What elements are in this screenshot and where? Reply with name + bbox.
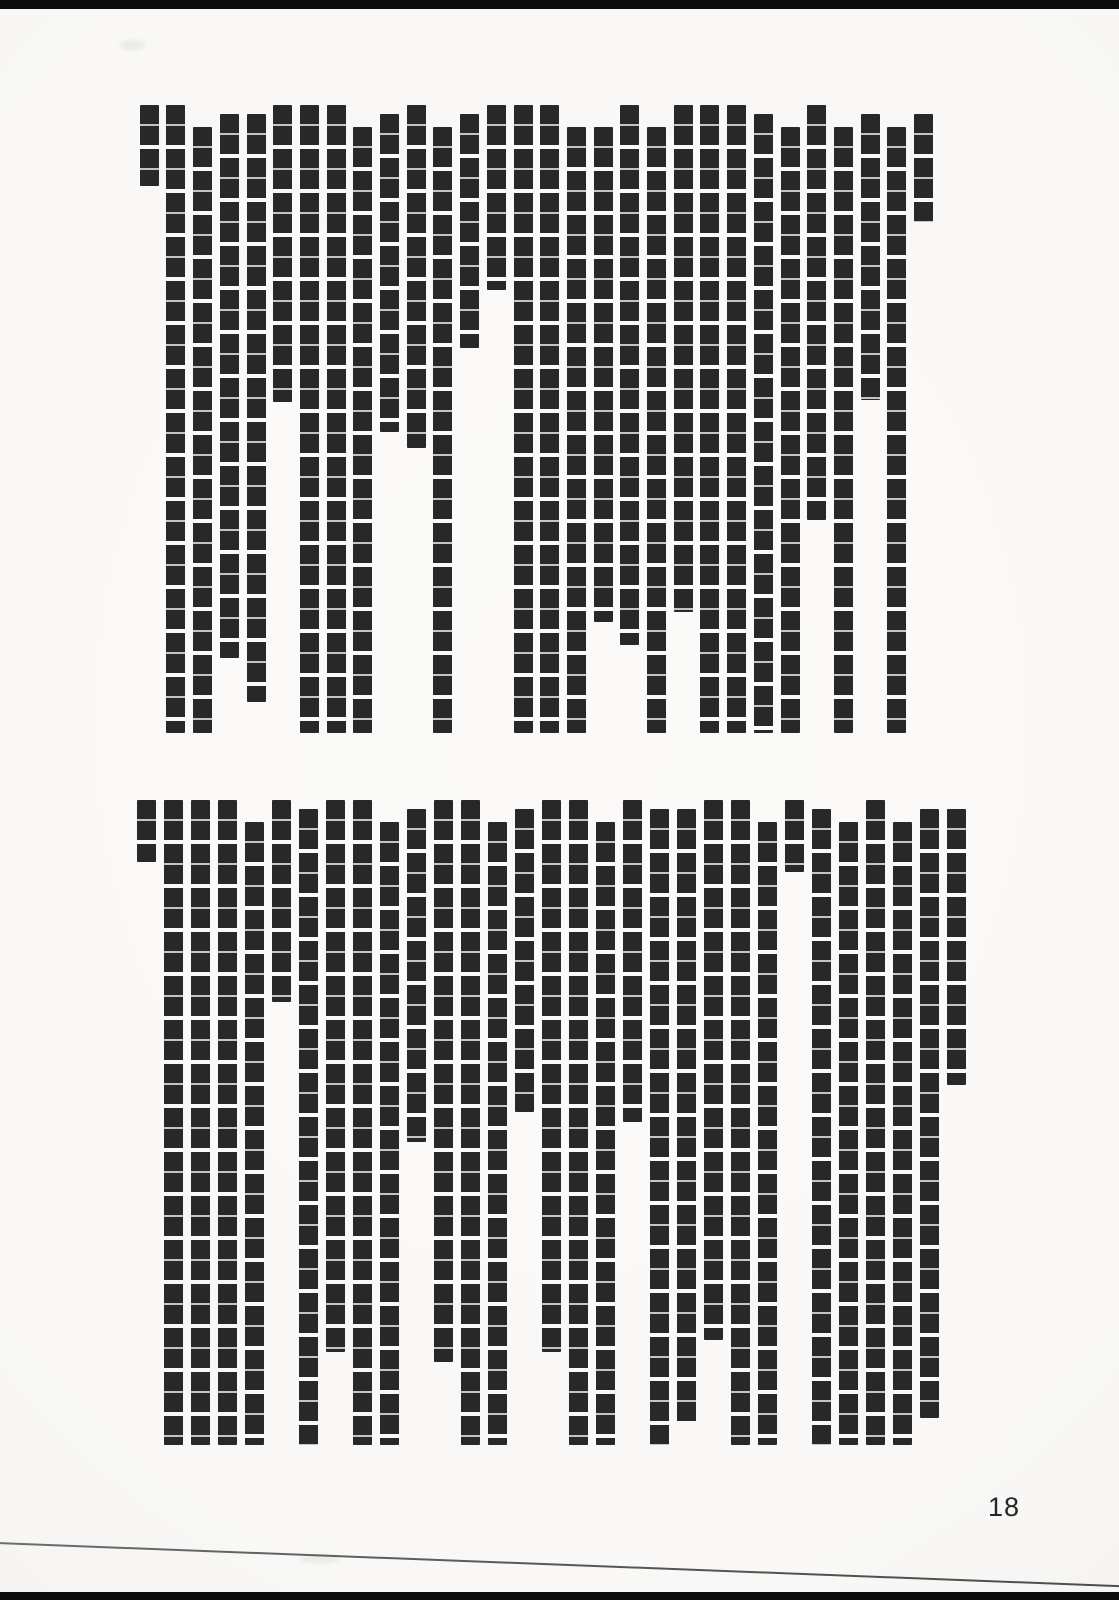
redacted-text-column xyxy=(218,800,237,1445)
redacted-text-column xyxy=(407,105,426,448)
redacted-text-column xyxy=(245,822,264,1445)
redacted-text-column xyxy=(914,114,933,222)
redacted-text-column xyxy=(781,127,800,733)
redacted-text-column xyxy=(758,822,777,1445)
redacted-text-column xyxy=(920,809,939,1418)
redacted-text-column xyxy=(461,800,480,1445)
redacted-text-column xyxy=(353,800,372,1445)
redacted-text-column xyxy=(812,809,831,1445)
redacted-text-column xyxy=(272,800,291,1002)
redacted-text-column xyxy=(807,105,826,520)
redacted-text-column xyxy=(273,105,292,402)
redacted-text-column xyxy=(380,822,399,1445)
redacted-text-column xyxy=(569,800,588,1445)
redacted-text-column xyxy=(567,127,586,733)
redacted-text-column xyxy=(887,127,906,733)
redacted-text-column xyxy=(596,822,615,1445)
redacted-text-column xyxy=(460,114,479,348)
redacted-text-column xyxy=(594,127,613,622)
redacted-text-column xyxy=(834,127,853,733)
redacted-text-column xyxy=(247,114,266,702)
redacted-text-column xyxy=(407,809,426,1142)
scan-edge-bottom xyxy=(0,1592,1119,1600)
redacted-text-column xyxy=(353,127,372,733)
redacted-text-column xyxy=(193,127,212,733)
redacted-text-column xyxy=(700,105,719,733)
redacted-text-column xyxy=(191,800,210,1445)
redacted-text-column xyxy=(487,105,506,290)
redacted-text-column xyxy=(300,105,319,733)
redacted-text-column xyxy=(137,800,156,862)
redacted-text-column xyxy=(164,800,183,1445)
redacted-text-column xyxy=(515,809,534,1112)
redacted-text-column xyxy=(299,809,318,1445)
redacted-text-column xyxy=(947,809,966,1085)
redacted-text-column xyxy=(166,105,185,733)
redacted-text-column xyxy=(677,809,696,1422)
redacted-text-column xyxy=(434,800,453,1362)
redacted-text-column xyxy=(514,105,533,733)
redacted-text-column xyxy=(326,800,345,1352)
scan-smudge xyxy=(120,40,146,50)
redacted-text-column xyxy=(674,105,693,612)
redacted-text-column xyxy=(488,822,507,1445)
redacted-text-column xyxy=(433,127,452,733)
redacted-text-column xyxy=(140,105,159,186)
redacted-text-column xyxy=(893,822,912,1445)
redacted-text-column xyxy=(704,800,723,1340)
redacted-text-column xyxy=(623,800,642,1122)
redacted-text-column xyxy=(327,105,346,733)
redacted-text-column xyxy=(220,114,239,658)
page-edge-scan-line xyxy=(0,1542,1119,1587)
redacted-text-column xyxy=(650,809,669,1445)
redacted-text-column xyxy=(647,127,666,733)
redacted-text-column xyxy=(785,800,804,872)
redacted-text-column xyxy=(754,114,773,733)
redacted-text-column xyxy=(380,114,399,432)
redacted-text-column xyxy=(866,800,885,1445)
scan-edge-top xyxy=(0,0,1119,9)
redacted-text-column xyxy=(620,105,639,645)
redacted-text-column xyxy=(731,800,750,1445)
redacted-text-column xyxy=(861,114,880,400)
page-number: 18 xyxy=(987,1492,1021,1522)
redacted-text-column xyxy=(727,105,746,733)
redacted-text-column xyxy=(839,822,858,1445)
redacted-text-column xyxy=(542,800,561,1352)
redacted-text-column xyxy=(540,105,559,733)
